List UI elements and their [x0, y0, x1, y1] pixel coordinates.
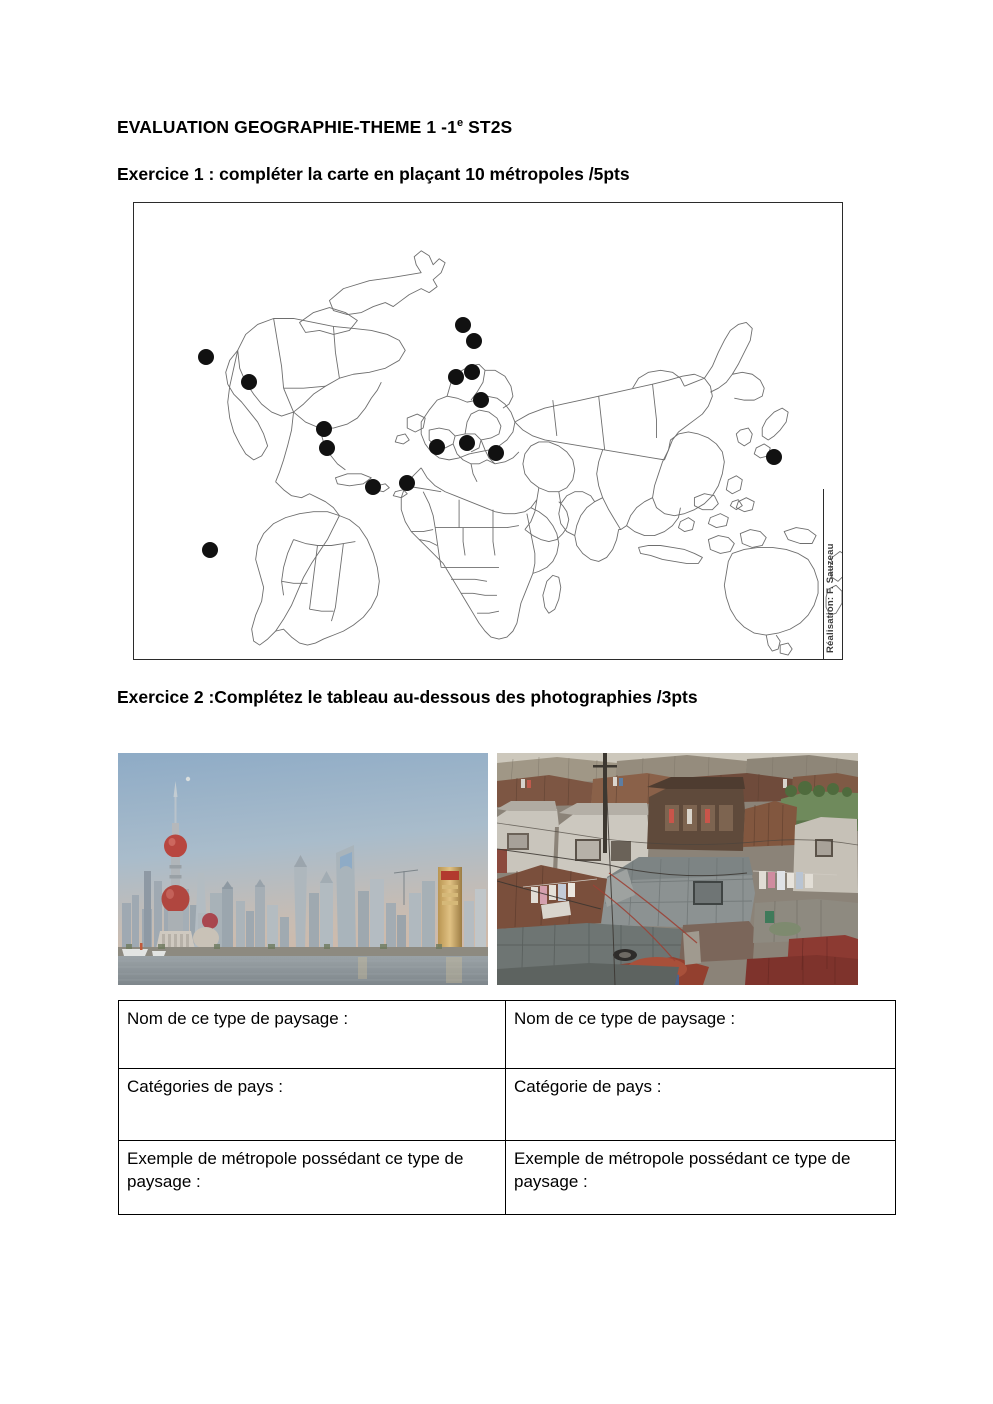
page-title-superscript: e [456, 117, 464, 130]
dot-south-asia-west [429, 439, 445, 455]
cell-nom-paysage-left[interactable]: Nom de ce type de paysage : [119, 1001, 506, 1069]
photo-bidonville-rooftops [497, 753, 858, 985]
dot-south-america [202, 542, 218, 558]
dot-australia-sydney [766, 449, 782, 465]
exercise-1-heading: Exercice 1 : compléter la carte en plaçant 10 métropoles /5pts [117, 164, 630, 184]
dot-east-asia-inner [448, 369, 464, 385]
page-title [117, 117, 877, 139]
page-title-main: EVALUATION GEOGRAPHIE-THEME 1 -1 [117, 117, 457, 137]
dot-europe-london [316, 421, 332, 437]
dot-korea-japan [466, 333, 482, 349]
exercise-2-heading: Exercice 2 :Complétez le tableau au-dessous des photographies /3pts [117, 687, 698, 707]
world-map-figure [133, 202, 843, 660]
cell-categorie-pays-left[interactable]: Catégories de pays : [119, 1069, 506, 1141]
cell-nom-paysage-right[interactable]: Nom de ce type de paysage : [506, 1001, 896, 1069]
shanghai-skyline-illustration [118, 753, 488, 985]
dot-europe-paris [319, 440, 335, 456]
cell-exemple-metropole-left[interactable]: Exemple de métropole possédant ce type de paysage : [119, 1141, 506, 1215]
dot-southeast-asia [488, 445, 504, 461]
dot-east-asia-south [473, 392, 489, 408]
table-row [119, 1141, 896, 1215]
page-title-suffix: ST2S [463, 117, 513, 137]
dot-north-america-west [198, 349, 214, 365]
cell-exemple-metropole-right[interactable]: Exemple de métropole possédant ce type de paysage : [506, 1141, 896, 1215]
table-row [119, 1001, 896, 1069]
cell-categorie-pays-right[interactable]: Catégorie de pays : [506, 1069, 896, 1141]
table-row [119, 1069, 896, 1141]
dot-east-asia-coast [464, 364, 480, 380]
dot-middle-east-gulf [399, 475, 415, 491]
dot-north-america-east [241, 374, 257, 390]
photo-shanghai-skyline [118, 753, 488, 985]
world-map-outline [134, 203, 842, 659]
dot-northeast-asia [455, 317, 471, 333]
slum-rooftops-illustration [497, 753, 858, 985]
dot-south-asia-east [459, 435, 475, 451]
map-credit-text: Réalisation: F. Sauzeau [825, 543, 836, 653]
dot-africa-cairo [365, 479, 381, 495]
paysage-answer-table [118, 1000, 896, 1215]
